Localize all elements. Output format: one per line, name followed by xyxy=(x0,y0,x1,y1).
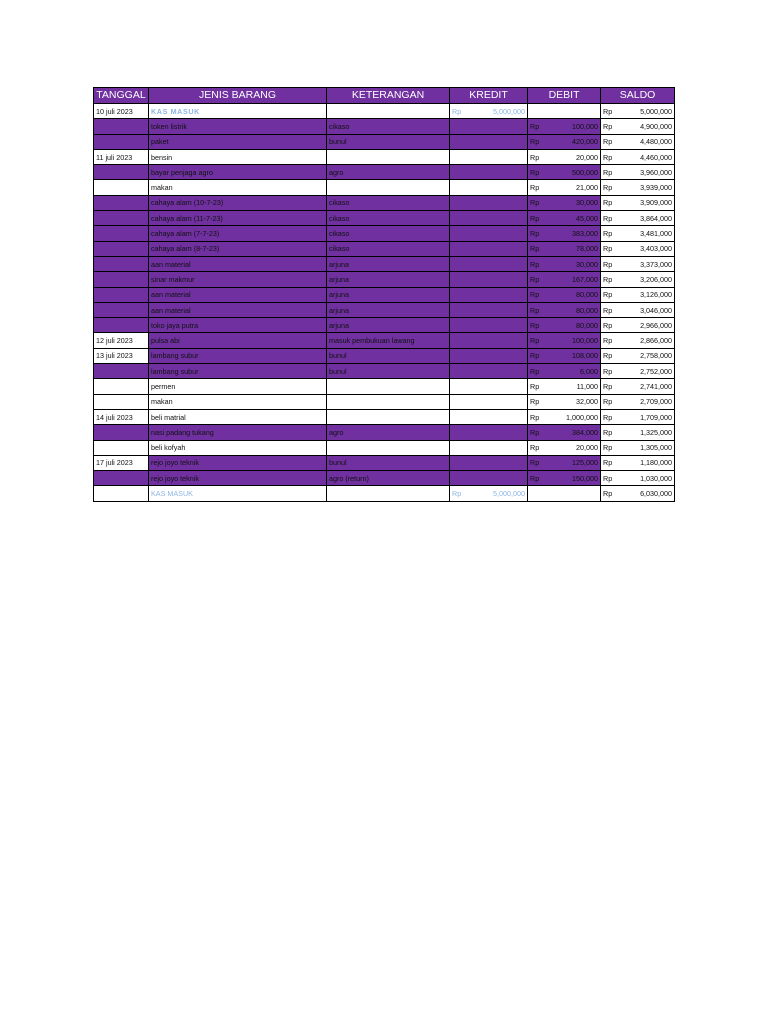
cell-saldo-value: 4,900,000 xyxy=(615,119,675,134)
cell-saldo-currency: Rp xyxy=(601,409,615,424)
cell-debit-value: 100,000 xyxy=(542,333,601,348)
cell-kredit-value xyxy=(464,318,528,333)
cell-saldo-currency: Rp xyxy=(601,364,615,379)
cell-debit-value: 383,000 xyxy=(542,226,601,241)
ledger-body xyxy=(94,104,675,502)
cell-keterangan: cikaso xyxy=(327,119,450,134)
cell-debit-value xyxy=(542,486,601,501)
cell-kredit-currency xyxy=(450,455,464,470)
cell-saldo-value: 1,180,000 xyxy=(615,455,675,470)
cell-kredit-currency xyxy=(450,211,464,226)
table-row xyxy=(94,165,675,180)
cell-saldo-currency: Rp xyxy=(601,471,615,486)
table-row xyxy=(94,134,675,149)
cell-kredit-currency xyxy=(450,394,464,409)
cell-kredit-value xyxy=(464,364,528,379)
cell-kredit-value xyxy=(464,149,528,164)
cell-kredit-value: 5,000,000 xyxy=(464,104,528,119)
cell-saldo-value: 3,403,000 xyxy=(615,241,675,256)
cell-kredit-currency xyxy=(450,425,464,440)
cell-debit-value: 30,000 xyxy=(542,195,601,210)
cell-kredit-value xyxy=(464,379,528,394)
cell-saldo-value: 4,480,000 xyxy=(615,134,675,149)
cell-saldo-currency: Rp xyxy=(601,165,615,180)
cell-tanggal xyxy=(94,318,149,333)
cell-keterangan: cikaso xyxy=(327,211,450,226)
header-row xyxy=(94,88,675,104)
cell-tanggal xyxy=(94,165,149,180)
cell-saldo-value: 2,866,000 xyxy=(615,333,675,348)
cell-kredit-value xyxy=(464,180,528,195)
cell-saldo-currency: Rp xyxy=(601,119,615,134)
cell-debit-currency: Rp xyxy=(528,149,542,164)
cell-keterangan: arjuna xyxy=(327,256,450,271)
cell-debit-currency xyxy=(528,486,542,501)
table-row xyxy=(94,195,675,210)
header-keterangan: KETERANGAN xyxy=(327,88,450,104)
cell-saldo-currency: Rp xyxy=(601,333,615,348)
cell-tanggal xyxy=(94,287,149,302)
cell-kredit-value xyxy=(464,409,528,424)
cell-jenis-barang: toko jaya putra xyxy=(149,318,327,333)
cell-debit-value: 32,000 xyxy=(542,394,601,409)
cell-debit-currency: Rp xyxy=(528,211,542,226)
cell-keterangan: cikaso xyxy=(327,241,450,256)
cell-kredit-value xyxy=(464,471,528,486)
cell-jenis-barang: rejo joyo teknik xyxy=(149,455,327,470)
cell-debit-value: 20,000 xyxy=(542,149,601,164)
cell-debit-value: 1,000,000 xyxy=(542,409,601,424)
cash-ledger-table xyxy=(93,87,675,502)
cell-saldo-currency: Rp xyxy=(601,455,615,470)
cell-kredit-currency xyxy=(450,134,464,149)
cell-jenis-barang: KAS MASUK xyxy=(149,104,327,119)
cell-debit-currency: Rp xyxy=(528,471,542,486)
cell-debit-currency: Rp xyxy=(528,394,542,409)
cell-saldo-currency: Rp xyxy=(601,394,615,409)
cell-debit-currency: Rp xyxy=(528,287,542,302)
cell-debit-currency: Rp xyxy=(528,241,542,256)
cell-kredit-currency xyxy=(450,409,464,424)
cell-debit-currency: Rp xyxy=(528,440,542,455)
cell-kredit-value xyxy=(464,302,528,317)
cell-debit-value: 500,000 xyxy=(542,165,601,180)
cell-tanggal xyxy=(94,364,149,379)
header-jenis-barang: JENIS BARANG xyxy=(149,88,327,104)
cell-debit-currency: Rp xyxy=(528,272,542,287)
cell-saldo-currency: Rp xyxy=(601,486,615,501)
cell-debit-value: 6,000 xyxy=(542,364,601,379)
cell-tanggal xyxy=(94,119,149,134)
cell-kredit-value xyxy=(464,425,528,440)
cell-keterangan: cikaso xyxy=(327,195,450,210)
cell-tanggal: 13 juli 2023 xyxy=(94,348,149,363)
cell-debit-currency: Rp xyxy=(528,195,542,210)
cell-keterangan xyxy=(327,394,450,409)
cell-keterangan: arjuna xyxy=(327,318,450,333)
cell-tanggal: 14 juli 2023 xyxy=(94,409,149,424)
cell-saldo-currency: Rp xyxy=(601,211,615,226)
header-tanggal: TANGGAL xyxy=(94,88,149,104)
cell-jenis-barang: cahaya alam (11-7-23) xyxy=(149,211,327,226)
cell-saldo-value: 3,864,000 xyxy=(615,211,675,226)
cell-kredit-currency xyxy=(450,272,464,287)
cell-keterangan: agro xyxy=(327,165,450,180)
cell-saldo-currency: Rp xyxy=(601,440,615,455)
cell-keterangan: arjuna xyxy=(327,287,450,302)
table-row xyxy=(94,149,675,164)
cell-kredit-currency xyxy=(450,302,464,317)
cell-keterangan: arjuna xyxy=(327,272,450,287)
cell-saldo-value: 2,709,000 xyxy=(615,394,675,409)
cell-debit-currency: Rp xyxy=(528,165,542,180)
cell-saldo-currency: Rp xyxy=(601,180,615,195)
cell-debit-currency: Rp xyxy=(528,256,542,271)
cell-kredit-value xyxy=(464,440,528,455)
cell-kredit-currency xyxy=(450,180,464,195)
cell-kredit-currency xyxy=(450,256,464,271)
cell-kredit-value xyxy=(464,211,528,226)
table-row xyxy=(94,364,675,379)
cell-jenis-barang: token listrik xyxy=(149,119,327,134)
cell-saldo-currency: Rp xyxy=(601,287,615,302)
cell-kredit-value: 5,000,000 xyxy=(464,486,528,501)
table-row xyxy=(94,409,675,424)
cell-debit-currency xyxy=(528,104,542,119)
cell-jenis-barang: aan material xyxy=(149,287,327,302)
cell-debit-currency: Rp xyxy=(528,409,542,424)
cell-debit-value: 80,000 xyxy=(542,302,601,317)
cell-jenis-barang: makan xyxy=(149,180,327,195)
cell-kredit-value xyxy=(464,165,528,180)
cell-tanggal xyxy=(94,195,149,210)
cell-kredit-currency xyxy=(450,195,464,210)
cell-debit-currency: Rp xyxy=(528,119,542,134)
table-row xyxy=(94,302,675,317)
cell-kredit-currency xyxy=(450,364,464,379)
cell-jenis-barang: makan xyxy=(149,394,327,409)
cell-keterangan xyxy=(327,440,450,455)
cell-keterangan: masuk pembukuan lawang xyxy=(327,333,450,348)
cell-debit-value: 108,000 xyxy=(542,348,601,363)
cell-jenis-barang: pulsa abi xyxy=(149,333,327,348)
cell-jenis-barang: bayar penjaga agro xyxy=(149,165,327,180)
cell-saldo-currency: Rp xyxy=(601,425,615,440)
table-row xyxy=(94,379,675,394)
cell-saldo-value: 1,709,000 xyxy=(615,409,675,424)
cell-jenis-barang: lambang subur xyxy=(149,364,327,379)
cell-jenis-barang: lambang subur xyxy=(149,348,327,363)
cell-kredit-value xyxy=(464,241,528,256)
cell-kredit-currency: Rp xyxy=(450,104,464,119)
cell-tanggal xyxy=(94,180,149,195)
cell-kredit-currency xyxy=(450,241,464,256)
cell-keterangan: arjuna xyxy=(327,302,450,317)
cell-jenis-barang: beli matrial xyxy=(149,409,327,424)
cell-debit-value: 100,000 xyxy=(542,119,601,134)
cell-debit-value: 384,000 xyxy=(542,425,601,440)
cell-kredit-value xyxy=(464,272,528,287)
cell-debit-currency: Rp xyxy=(528,425,542,440)
cell-saldo-currency: Rp xyxy=(601,302,615,317)
table-row xyxy=(94,394,675,409)
cell-debit-currency: Rp xyxy=(528,302,542,317)
table-row xyxy=(94,348,675,363)
header-kredit: KREDIT xyxy=(450,88,528,104)
cell-saldo-currency: Rp xyxy=(601,226,615,241)
cell-tanggal: 17 juli 2023 xyxy=(94,455,149,470)
table-row xyxy=(94,272,675,287)
cell-kredit-value xyxy=(464,119,528,134)
header-saldo: SALDO xyxy=(601,88,675,104)
table-row xyxy=(94,333,675,348)
cell-saldo-currency: Rp xyxy=(601,318,615,333)
cell-jenis-barang: permen xyxy=(149,379,327,394)
cell-debit-currency: Rp xyxy=(528,226,542,241)
cell-kredit-currency xyxy=(450,333,464,348)
cell-saldo-value: 2,752,000 xyxy=(615,364,675,379)
cell-debit-currency: Rp xyxy=(528,333,542,348)
cell-saldo-value: 4,460,000 xyxy=(615,149,675,164)
cell-debit-currency: Rp xyxy=(528,364,542,379)
cell-saldo-currency: Rp xyxy=(601,272,615,287)
cell-kredit-value xyxy=(464,134,528,149)
cell-saldo-currency: Rp xyxy=(601,379,615,394)
cell-saldo-currency: Rp xyxy=(601,104,615,119)
cell-saldo-value: 6,030,000 xyxy=(615,486,675,501)
cell-jenis-barang: bensin xyxy=(149,149,327,164)
cell-jenis-barang: beli kofyah xyxy=(149,440,327,455)
cell-debit-value xyxy=(542,104,601,119)
cell-debit-value: 78,000 xyxy=(542,241,601,256)
cell-saldo-value: 3,046,000 xyxy=(615,302,675,317)
cell-saldo-value: 3,960,000 xyxy=(615,165,675,180)
table-row xyxy=(94,455,675,470)
cell-keterangan xyxy=(327,180,450,195)
table-row xyxy=(94,119,675,134)
cell-jenis-barang: KAS MASUK xyxy=(149,486,327,501)
cell-tanggal xyxy=(94,471,149,486)
cell-tanggal xyxy=(94,486,149,501)
cell-saldo-currency: Rp xyxy=(601,195,615,210)
cell-kredit-currency: Rp xyxy=(450,486,464,501)
table-row xyxy=(94,440,675,455)
cell-tanggal xyxy=(94,211,149,226)
cell-tanggal xyxy=(94,379,149,394)
cell-jenis-barang: aan material xyxy=(149,256,327,271)
cell-debit-currency: Rp xyxy=(528,379,542,394)
cell-tanggal xyxy=(94,394,149,409)
cell-kredit-currency xyxy=(450,119,464,134)
cell-keterangan xyxy=(327,149,450,164)
cell-kredit-value xyxy=(464,455,528,470)
cell-kredit-currency xyxy=(450,318,464,333)
cell-kredit-currency xyxy=(450,226,464,241)
cell-debit-currency: Rp xyxy=(528,455,542,470)
cell-kredit-currency xyxy=(450,165,464,180)
cell-saldo-currency: Rp xyxy=(601,256,615,271)
table-row xyxy=(94,318,675,333)
cell-tanggal xyxy=(94,440,149,455)
cell-debit-value: 30,000 xyxy=(542,256,601,271)
cell-keterangan xyxy=(327,486,450,501)
table-row xyxy=(94,471,675,486)
cell-keterangan: bunul xyxy=(327,348,450,363)
cell-tanggal xyxy=(94,425,149,440)
cell-keterangan xyxy=(327,409,450,424)
cell-keterangan: bunul xyxy=(327,455,450,470)
table-row xyxy=(94,287,675,302)
cell-tanggal: 11 juli 2023 xyxy=(94,149,149,164)
cell-keterangan: bunul xyxy=(327,364,450,379)
cell-tanggal xyxy=(94,134,149,149)
cell-kredit-currency xyxy=(450,149,464,164)
cell-tanggal xyxy=(94,256,149,271)
cell-saldo-value: 1,030,000 xyxy=(615,471,675,486)
cell-kredit-currency xyxy=(450,440,464,455)
cell-keterangan xyxy=(327,379,450,394)
cell-saldo-value: 3,939,000 xyxy=(615,180,675,195)
cell-tanggal xyxy=(94,302,149,317)
cell-jenis-barang: sinar makmur xyxy=(149,272,327,287)
cell-saldo-value: 1,305,000 xyxy=(615,440,675,455)
cell-tanggal: 12 juli 2023 xyxy=(94,333,149,348)
cell-debit-value: 20,000 xyxy=(542,440,601,455)
cell-saldo-value: 2,758,000 xyxy=(615,348,675,363)
cell-saldo-value: 2,966,000 xyxy=(615,318,675,333)
cell-saldo-value: 3,126,000 xyxy=(615,287,675,302)
cell-debit-value: 150,000 xyxy=(542,471,601,486)
cell-keterangan: cikaso xyxy=(327,226,450,241)
cell-saldo-currency: Rp xyxy=(601,241,615,256)
cell-jenis-barang: cahaya alam (10-7-23) xyxy=(149,195,327,210)
cell-jenis-barang: nasi padang tukang xyxy=(149,425,327,440)
cell-kredit-currency xyxy=(450,471,464,486)
cell-saldo-value: 2,741,000 xyxy=(615,379,675,394)
cell-saldo-value: 1,325,000 xyxy=(615,425,675,440)
cell-debit-value: 80,000 xyxy=(542,287,601,302)
cell-debit-currency: Rp xyxy=(528,180,542,195)
cell-debit-currency: Rp xyxy=(528,318,542,333)
cell-jenis-barang: rejo joyo teknik xyxy=(149,471,327,486)
cell-debit-value: 45,000 xyxy=(542,211,601,226)
cell-debit-value: 11,000 xyxy=(542,379,601,394)
cell-kredit-currency xyxy=(450,287,464,302)
table-row xyxy=(94,486,675,501)
cell-kredit-value xyxy=(464,333,528,348)
cell-jenis-barang: paket xyxy=(149,134,327,149)
cell-saldo-currency: Rp xyxy=(601,149,615,164)
cell-debit-value: 420,000 xyxy=(542,134,601,149)
cell-debit-value: 80,000 xyxy=(542,318,601,333)
cell-keterangan xyxy=(327,104,450,119)
cell-keterangan: agro (return) xyxy=(327,471,450,486)
table-row xyxy=(94,104,675,119)
cell-kredit-currency xyxy=(450,348,464,363)
cell-debit-currency: Rp xyxy=(528,134,542,149)
cell-kredit-currency xyxy=(450,379,464,394)
cell-jenis-barang: cahaya alam (8-7-23) xyxy=(149,241,327,256)
cell-keterangan: bunul xyxy=(327,134,450,149)
cell-jenis-barang: cahaya alam (7-7-23) xyxy=(149,226,327,241)
cell-saldo-value: 3,206,000 xyxy=(615,272,675,287)
cell-saldo-value: 3,373,000 xyxy=(615,256,675,271)
cell-tanggal xyxy=(94,226,149,241)
cell-debit-value: 21,000 xyxy=(542,180,601,195)
cell-kredit-value xyxy=(464,348,528,363)
table-row xyxy=(94,180,675,195)
table-row xyxy=(94,256,675,271)
cell-saldo-value: 5,000,000 xyxy=(615,104,675,119)
table-row xyxy=(94,241,675,256)
cell-tanggal xyxy=(94,272,149,287)
cell-debit-value: 167,000 xyxy=(542,272,601,287)
cell-kredit-value xyxy=(464,287,528,302)
cell-kredit-value xyxy=(464,195,528,210)
table-row xyxy=(94,226,675,241)
cell-kredit-value xyxy=(464,256,528,271)
cell-debit-value: 125,000 xyxy=(542,455,601,470)
header-debit: DEBIT xyxy=(528,88,601,104)
cell-saldo-value: 3,481,000 xyxy=(615,226,675,241)
cell-saldo-currency: Rp xyxy=(601,348,615,363)
cell-tanggal: 10 juli 2023 xyxy=(94,104,149,119)
cell-jenis-barang: aan material xyxy=(149,302,327,317)
cell-kredit-value xyxy=(464,226,528,241)
table-row xyxy=(94,211,675,226)
cell-debit-currency: Rp xyxy=(528,348,542,363)
cell-saldo-value: 3,909,000 xyxy=(615,195,675,210)
table-row xyxy=(94,425,675,440)
cell-saldo-currency: Rp xyxy=(601,134,615,149)
cell-tanggal xyxy=(94,241,149,256)
cell-kredit-value xyxy=(464,394,528,409)
cell-keterangan: agro xyxy=(327,425,450,440)
